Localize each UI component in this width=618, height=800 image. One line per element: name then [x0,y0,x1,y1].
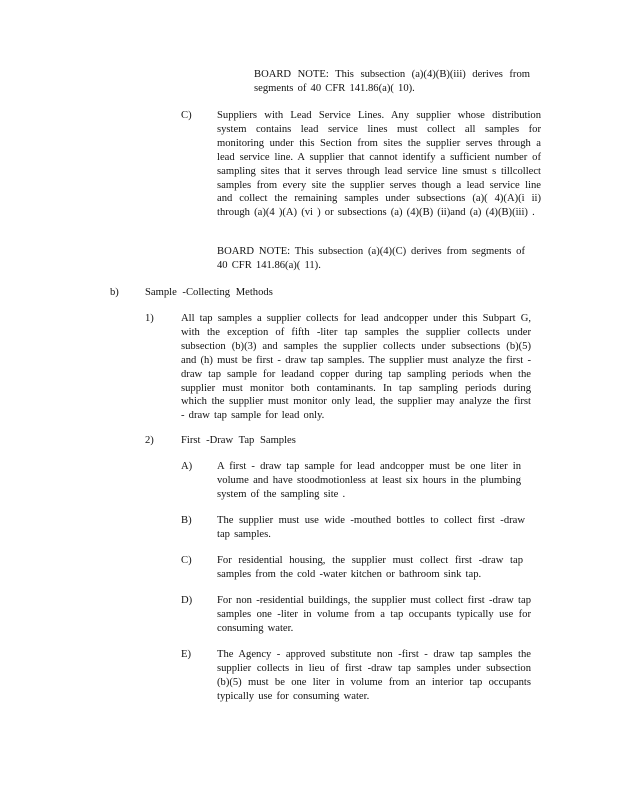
subitem-c-text: For residential housing, the supplier must collect first -draw tap samples from the cold -water kitchen or bathroom sink tap. [217,555,523,580]
subitem-c-label: C) [181,555,192,566]
subitem-e-label: E) [181,649,191,660]
subitem-a-label: A) [181,461,193,472]
subitem-d-text: For non -residential buildings, the supplier must collect first -draw tap samples one -liter in volume from a tap occupants typically use for consuming water. [217,595,531,634]
subitem-e-text: The Agency - approved substitute non -first - draw tap samples the supplier collects in lieu of first -draw tap samples under subsection (b)(5) must be one liter in volume from an interior tap occupants typically use for consuming water. [217,649,531,702]
subsection-b-heading: Sample -Collecting Methods [145,287,273,298]
item-1-text: All tap samples a supplier collects for lead andcopper under this Subpart G, with the exception of fifth -liter tap samples the supplier collects under subsection (b)(3) and samples the supplier collects under subsections (b)(5) and (h) must be first - draw tap samples. The supplier must analyze the first - draw tap sample for leadand copper during tap sampling periods when the supplier must monitor both contaminants. In tap sampling periods during which the supplier must monitor only lead, the supplier may analyze the first - draw tap sample for lead only. [181,313,531,422]
board-note-a4c: BOARD NOTE: This subsection (a)(4)(C) derives from segments of 40 CFR 141.86(a)( 11). [217,246,525,271]
subsection-b-label: b) [110,287,119,298]
item-1-label: 1) [145,313,154,324]
subitem-b-text: The supplier must use wide -mouthed bottles to collect first -draw tap samples. [217,515,525,540]
subsection-c-text: Suppliers with Lead Service Lines. Any supplier whose distribution system contains lead service lines must collect all samples for monitoring under this Section from sites the supplier serves through a lead service line. A supplier that cannot identify a sufficient number of sampling sites that it serves through lead service line smust s tillcollect samples from every site the supplier serves though a lead service line and collect the remaining samples under subsections (a)( 4)(A)(i ii) through (a)(4 )(A) (vi ) or subsections (a) (4)(B) (ii)and (a) (4)(B)(iii) . [217,110,541,219]
item-2-label: 2) [145,435,154,446]
subitem-b-label: B) [181,515,192,526]
subitem-d-label: D) [181,595,193,606]
subitem-a-text: A first - draw tap sample for lead andcopper must be one liter in volume and have stoodmotionless at least six hours in the plumbing system of the sampling site . [217,461,521,500]
board-note-a4biii: BOARD NOTE: This subsection (a)(4)(B)(iii) derives from segments of 40 CFR 141.86(a)( 10). [254,69,530,94]
subsection-c-label: C) [181,110,192,121]
item-2-heading: First -Draw Tap Samples [181,435,296,446]
